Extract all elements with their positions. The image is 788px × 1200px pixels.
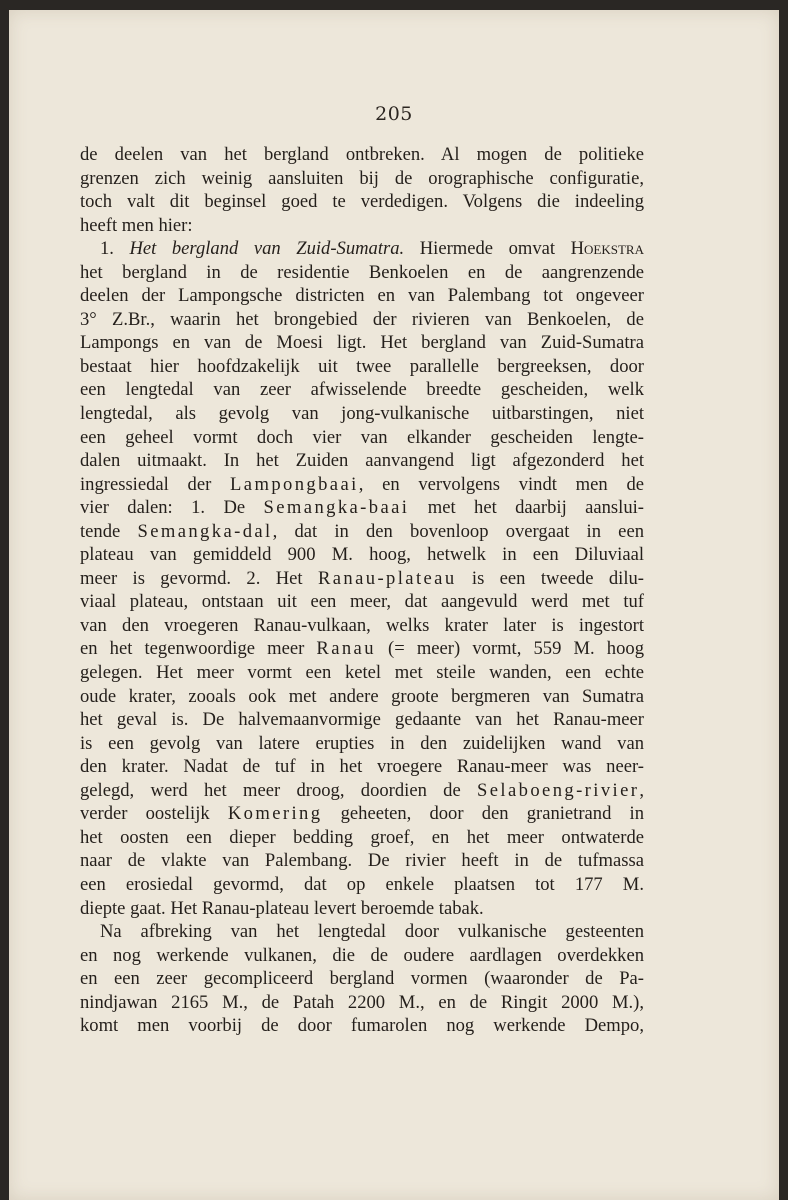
text-line [80,661,644,685]
text-line [80,849,644,873]
text-line [80,284,644,308]
spaced-place-name: Selaboeng-rivier [477,779,640,801]
text-run: diepte gaat. Het Ranau-plateau levert beroemde tabak. [80,897,484,919]
text-run: gelegd, werd het meer droog, doordien de [80,779,478,801]
text-run: een erosiedal gevormd, dat op enkele plaatsen tot 177 M. [80,873,644,895]
book-page [9,10,779,1200]
text-run: bestaat hier hoofdzakelijk uit twee parallelle bergreeksen, door [80,355,644,377]
text-run: met het daarbij aanslui- [409,497,644,519]
text-line [80,143,644,167]
text-run: deelen der Lampongsche districten en van Palembang tot ongeveer [80,285,644,307]
text-run: vier dalen: 1. De [80,497,264,519]
text-run: naar de vlakte van Palembang. De rivier heeft in de tufmassa [80,850,644,872]
spaced-place-name: Lampongbaai [230,473,359,495]
text-run: een geheel vormt doch vier van elkander gescheiden lengte- [80,426,644,448]
text-line [80,991,644,1015]
text-run: plateau van gemiddeld 900 M. hoog, hetwelk in een Diluviaal [80,544,644,566]
text-run: 1. [100,238,130,260]
text-line [80,897,644,921]
text-run: Na afbreking van het lengtedal door vulkanische gesteenten [100,921,644,943]
text-line [80,1014,644,1038]
text-run: Lampongs en van de Moesi ligt. Het bergland van Zuid-Sumatra [80,332,644,354]
text-run: viaal plateau, ontstaan uit een meer, dat aangevuld werd met tuf [80,591,644,613]
text-line [80,308,644,332]
text-run: 3° Z.Br., waarin het brongebied der rivieren van Benkoelen, de [80,308,644,330]
text-run: is een tweede dilu- [456,567,644,589]
text-run: , dat in den bovenloop overgaat in een [272,520,644,542]
text-line [80,614,644,638]
italic-heading: Het bergland van Zuid-Sumatra. [129,238,405,260]
text-line [80,637,644,661]
text-run: toch valt dit beginsel goed te verdedigen. Volgens die indeeling [80,191,644,213]
text-run: dalen uitmaakt. In het Zuiden aanvangend ligt afgezonderd het [80,450,644,472]
spaced-place-name: Semangka-baai [263,497,410,519]
text-line [80,802,644,826]
text-run: het oosten een dieper bedding groef, en het meer ontwaterde [80,826,644,848]
spaced-place-name: Semangka-dal [137,520,273,542]
text-run: , en vervolgens vindt men de [358,473,644,495]
text-line [80,214,644,238]
text-line [80,473,644,497]
text-line [80,402,644,426]
text-line [80,708,644,732]
text-run: lengtedal, als gevolg van jong-vulkanische uitbarstingen, niet [80,403,644,425]
text-line [80,967,644,991]
text-run: komt men voorbij de door fumarolen nog werkende Dempo, [80,1015,644,1037]
text-run: , [639,779,644,801]
text-line [80,237,644,261]
text-run: het geval is. De halvemaanvormige gedaante van het Ranau-meer [80,709,644,731]
text-line [80,873,644,897]
text-line [80,543,644,567]
spaced-place-name: Komering [227,803,323,825]
text-run: ingressiedal der [80,473,231,495]
text-line [80,520,644,544]
body-text [80,143,644,1038]
text-run: gelegen. Het meer vormt een ketel met steile wanden, een echte [80,662,644,684]
text-line [80,261,644,285]
text-run: geheeten, door den granietrand in [322,803,644,825]
author-name: Hoekstra [570,238,644,260]
text-line [80,920,644,944]
text-run: den krater. Nadat de tuf in het vroegere Ranau-meer was neer- [80,756,644,778]
text-line [80,685,644,709]
text-line [80,167,644,191]
text-run: van den vroegeren Ranau-vulkaan, welks krater later is ingestort [80,614,644,636]
spaced-place-name: Ranau [316,638,376,660]
text-run: en nog werkende vulkanen, die de oudere aardlagen overdekken [80,944,644,966]
text-run: en een zeer gecompliceerd bergland vormen (waaronder de Pa- [80,968,644,990]
text-run: is een gevolg van latere erupties in den zuidelijken wand van [80,732,644,754]
text-run: Hiermede omvat [404,238,571,260]
text-run: verder oostelijk [80,803,228,825]
text-run: heeft men hier: [80,214,193,236]
text-line [80,496,644,520]
text-line [80,732,644,756]
text-line [80,755,644,779]
text-run: meer is gevormd. 2. Het [80,567,318,589]
text-run: tende [80,520,138,542]
text-run: een lengtedal van zeer afwisselende breedte gescheiden, welk [80,379,644,401]
text-line [80,567,644,591]
text-line [80,779,644,803]
text-line [80,944,644,968]
text-line [80,426,644,450]
page-number: 205 [375,103,413,125]
text-run: (= meer) vormt, 559 M. hoog [375,638,644,660]
text-run: de deelen van het bergland ontbreken. Al mogen de politieke [80,144,644,165]
text-run: en het tegenwoordige meer [80,638,317,660]
text-run: nindjawan 2165 M., de Patah 2200 M., en de Ringit 2000 M.), [80,991,644,1013]
text-line [80,826,644,850]
text-line [80,190,644,214]
spaced-place-name: Ranau-plateau [317,567,457,589]
text-line [80,355,644,379]
text-line [80,331,644,355]
text-line [80,449,644,473]
text-run: oude krater, zooals ook met andere groote bergmeren van Sumatra [80,685,644,707]
text-line [80,590,644,614]
text-run: grenzen zich weinig aansluiten bij de orographische configuratie, [80,167,644,189]
text-run: het bergland in de residentie Benkoelen en de aangrenzende [80,261,644,283]
text-line [80,378,644,402]
